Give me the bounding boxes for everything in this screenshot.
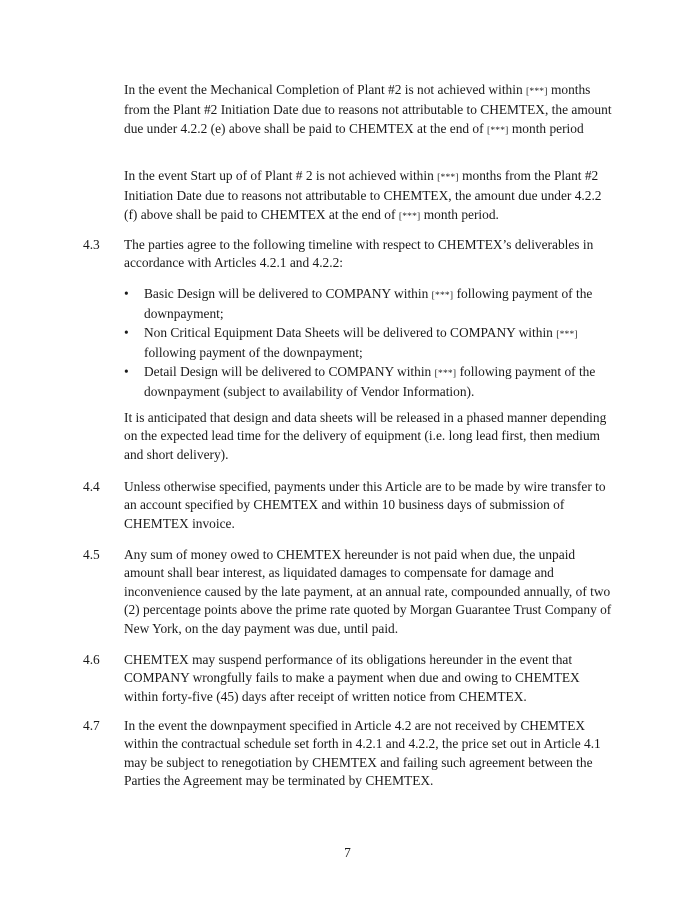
text-segment: Detail Design will be delivered to COMPANY within xyxy=(144,363,432,379)
section-text-4-5: Any sum of money owed to CHEMTEX hereunder is not paid when due, the unpaid amount shall bear interest, as liquidated damages to compensate for damage and inconvenience caused by the late payment, at an annual rate, compounded annually, of two (2) percentage points above the prime rate quoted by Morgan Guarantee Trust Company of New York, on the day payment was due, until paid. xyxy=(124,547,612,636)
redaction-marker: [***] xyxy=(556,329,578,340)
text-segment: In the event the Mechanical Completion of Plant #2 is not achieved within xyxy=(124,82,523,97)
text-segment: Non Critical Equipment Data Sheets will be delivered to COMPANY within xyxy=(144,324,553,340)
redaction-marker: [***] xyxy=(431,291,454,301)
section-number-4-5: 4.5 xyxy=(83,547,100,562)
deliverables-list xyxy=(124,285,614,401)
redaction-marker: [***] xyxy=(526,87,548,97)
text-segment: following payment of the downpayment; xyxy=(144,286,593,322)
bullet-icon: • xyxy=(124,286,129,301)
redaction-marker: [***] xyxy=(437,173,459,183)
text-segment: In the event Start up of of Plant # 2 is not achieved within xyxy=(124,168,434,183)
paragraph-start-up xyxy=(124,167,614,226)
section-number-4-6: 4.6 xyxy=(83,652,100,667)
text-segment: following payment of the downpayment; xyxy=(144,345,363,361)
paragraph-anticipated: It is anticipated that design and data sheets will be released in a phased manner depending on the expected lead time for the delivery of equipment (i.e. long lead first, then medium and short delivery). xyxy=(124,410,607,462)
text-segment: months from the Plant #2 Initiation Date due to reasons not attributable to CHEMTEX, the amount due under 4.2.2 (e) above shall be paid to CHEMTEX at the end of xyxy=(124,82,612,136)
bullet-icon: • xyxy=(124,363,129,379)
list-item xyxy=(124,363,614,402)
section-text-4-3: The parties agree to the following timeline with respect to CHEMTEX’s deliverables in accordance with Articles 4.2.1 and 4.2.2: xyxy=(124,237,594,271)
text-segment: months from the Plant #2 Initiation Date due to reasons not attributable to CHEMTEX, the amount due under 4.2.2 (f) above shall be paid to CHEMTEX at the end of xyxy=(124,168,602,222)
section-text-4-6: CHEMTEX may suspend performance of its obligations hereunder in the event that COMPANY wrongfully fails to make a payment when due and owing to CHEMTEX within forty-five (45) days after receipt of written notice from CHEMTEX. xyxy=(124,652,580,704)
section-text-4-7: In the event the downpayment specified in Article 4.2 are not received by CHEMTEX within the contractual schedule set forth in 4.2.1 and 4.2.2, the price set out in Article 4.1 may be subject to renegotiation by CHEMTEX and failing such agreement between the Parties the Agreement may be terminated by CHEMTEX. xyxy=(124,718,601,789)
text-segment: following payment of the downpayment (subject to availability of Vendor Information). xyxy=(144,363,596,400)
list-item xyxy=(124,324,614,363)
page-number: 7 xyxy=(344,845,351,860)
list-item xyxy=(124,285,614,324)
text-segment: month period xyxy=(511,120,584,136)
section-text-4-4: Unless otherwise specified, payments under this Article are to be made by wire transfer to an account specified by CHEMTEX and within 10 business days of submission of CHEMTEX invoice. xyxy=(124,479,606,531)
bullet-icon: • xyxy=(124,324,129,340)
redaction-marker: [***] xyxy=(434,368,457,379)
paragraph-mechanical-completion xyxy=(124,81,614,140)
redaction-marker: [***] xyxy=(398,211,421,222)
section-number-4-7: 4.7 xyxy=(83,718,100,733)
text-segment: Basic Design will be delivered to COMPANY within xyxy=(144,286,429,301)
redaction-marker: [***] xyxy=(486,125,509,136)
text-segment: month period. xyxy=(423,206,499,222)
section-number-4-4: 4.4 xyxy=(83,479,100,494)
section-number-4-3: 4.3 xyxy=(83,237,100,252)
